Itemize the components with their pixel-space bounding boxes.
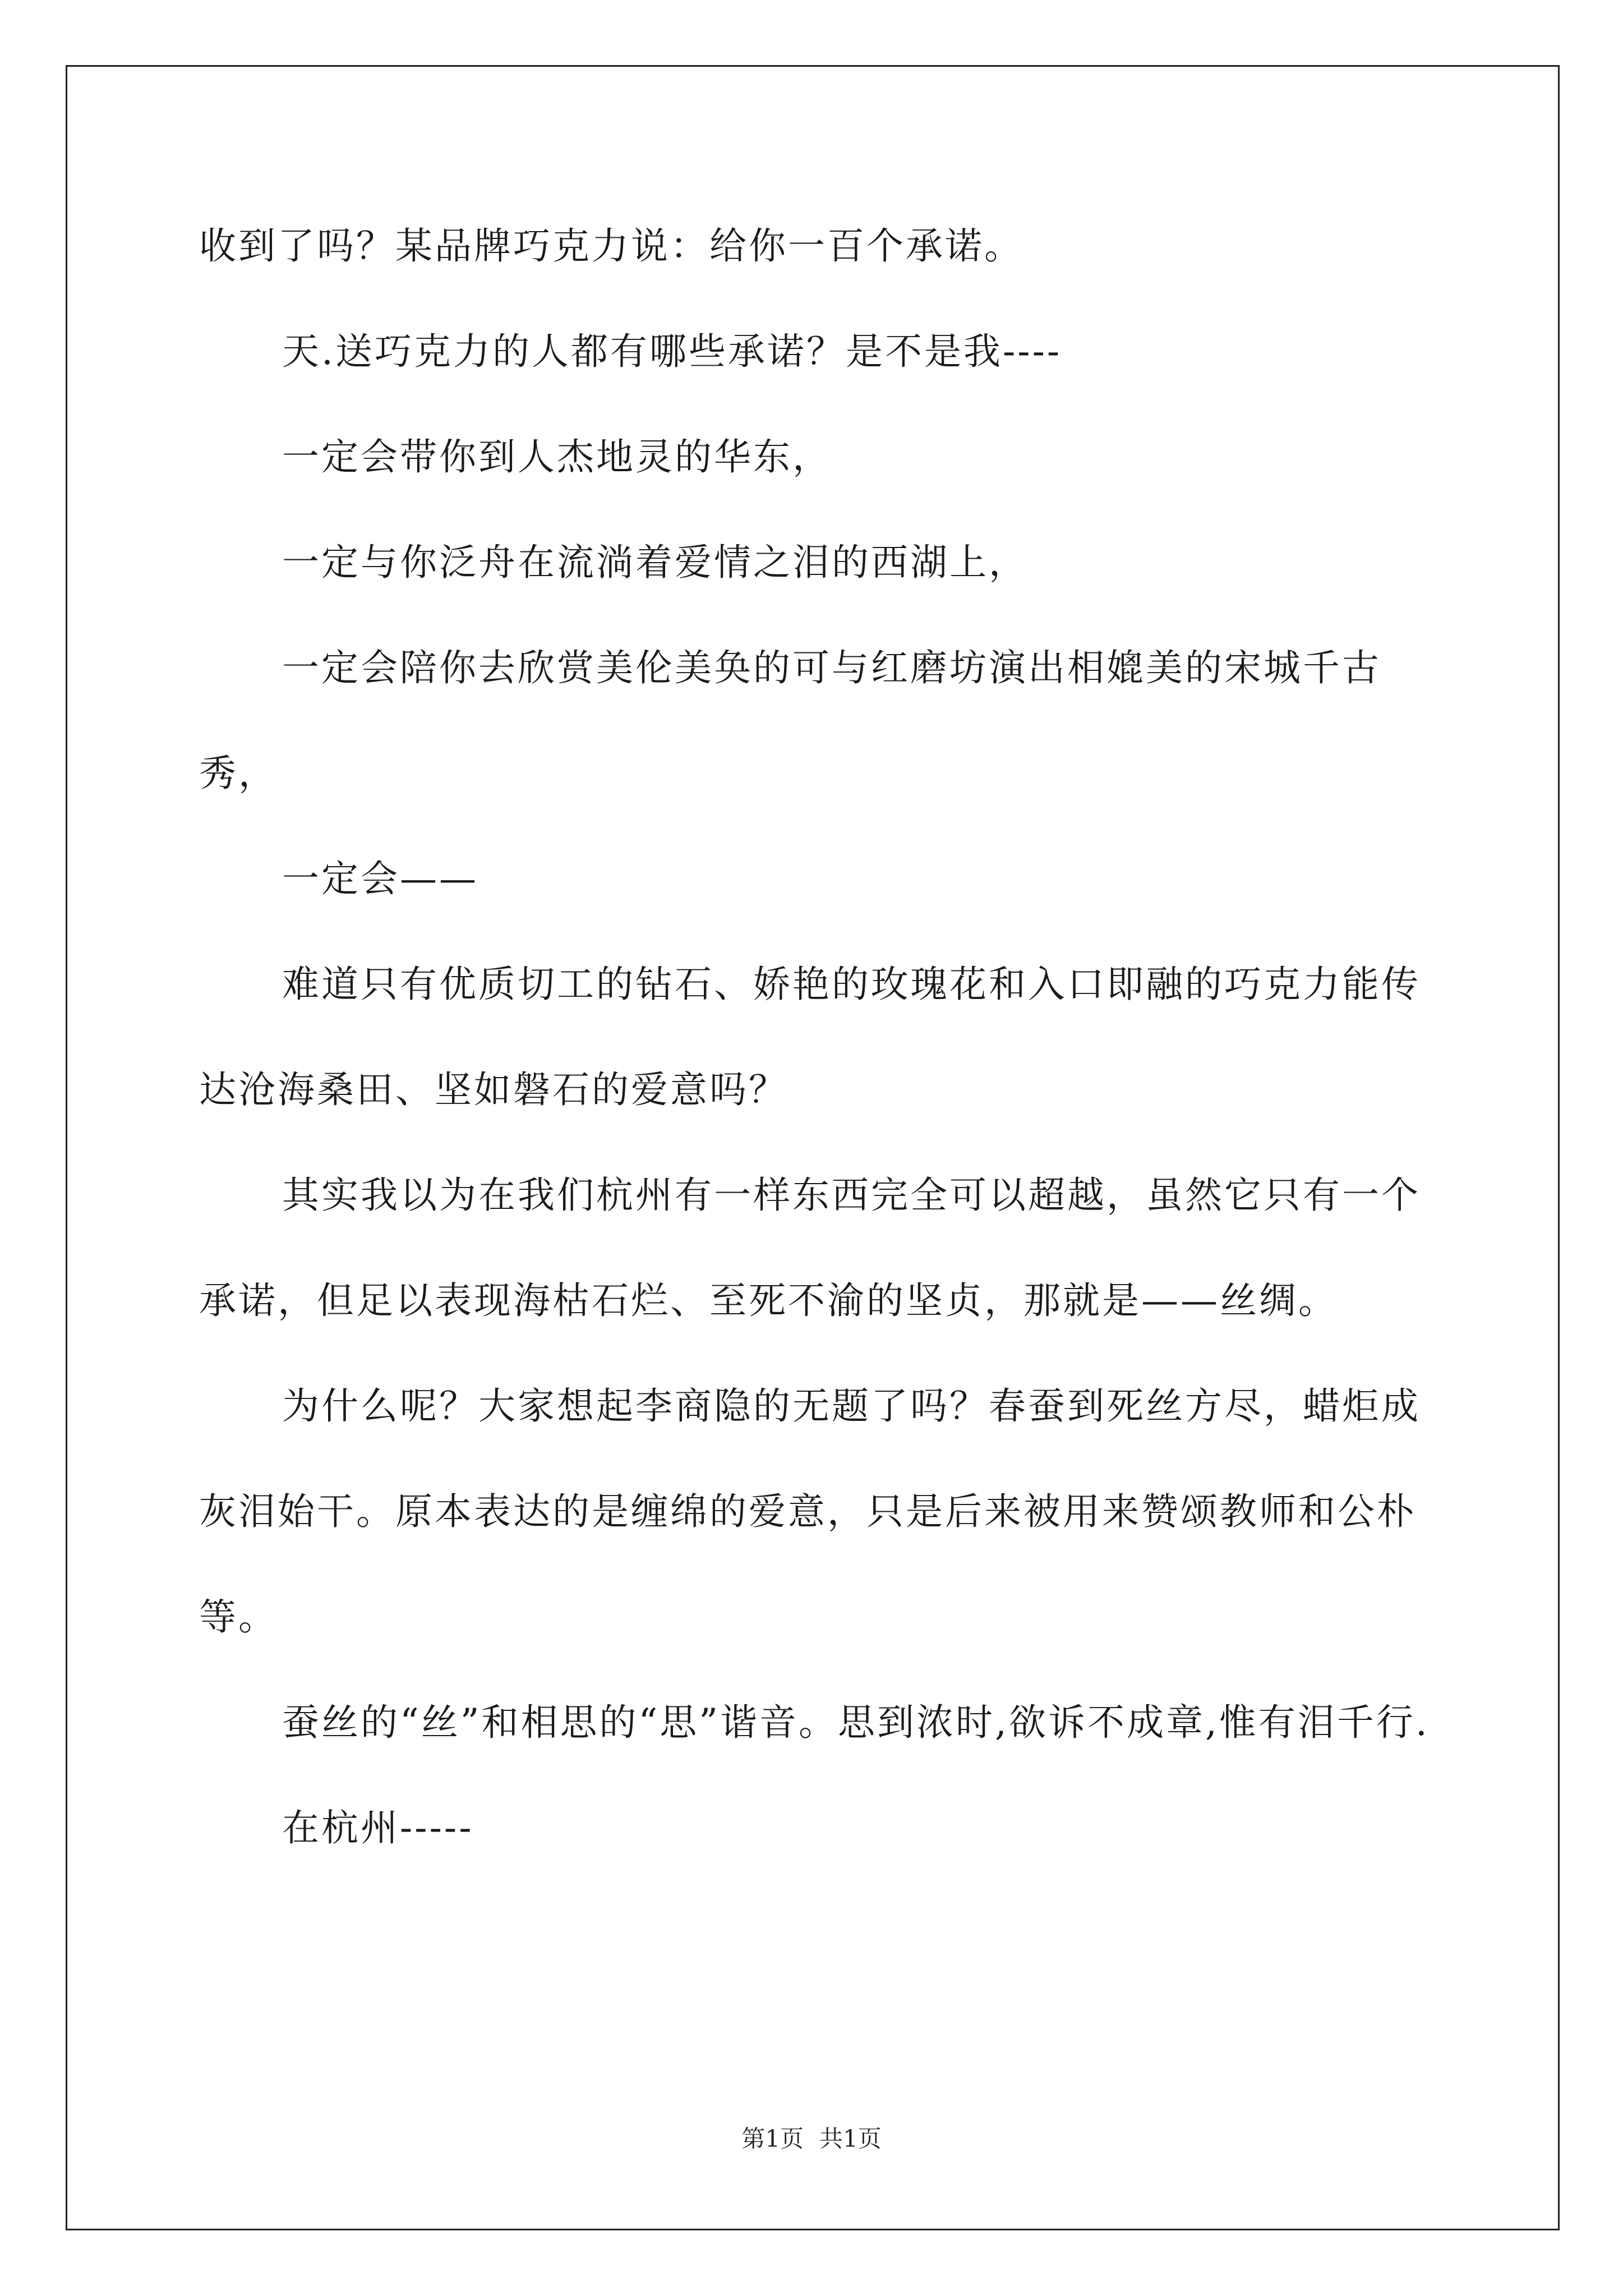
page-number: 第1页 — [741, 2125, 804, 2152]
document-body — [199, 194, 1433, 1881]
paragraph: 难道只有优质切工的钻石、娇艳的玫瑰花和入口即融的巧克力能传达沧海桑田、坚如磐石的爱意吗？ — [199, 963, 1421, 1111]
paragraph: 为什么呢？大家想起李商隐的无题了吗？春蚕到死丝方尽，蜡炬成灰泪始干。原本表达的是缠绵的爱意，只是后来被用来赞颂教师和公朴等。 — [199, 1384, 1421, 1639]
paragraph: 一定会—— — [282, 857, 478, 900]
paragraph: 蚕丝的“丝”和相思的“思”谐音。思到浓时,欲诉不成章,惟有泪千行. — [282, 1701, 1430, 1744]
paragraph: 天.送巧克力的人都有哪些承诺？是不是我---- — [282, 330, 1062, 373]
paragraph: 一定与你泛舟在流淌着爱情之泪的西湖上， — [282, 541, 1028, 584]
paragraph: 其实我以为在我们杭州有一样东西完全可以超越，虽然它只有一个承诺，但足以表现海枯石烂、至死不渝的坚贞，那就是——丝绸。 — [199, 1174, 1421, 1322]
paragraph: 收到了吗？某品牌巧克力说：给你一百个承诺。 — [199, 224, 1023, 268]
paragraph: 一定会陪你去欣赏美伦美奂的可与红磨坊演出相媲美的宋城千古秀， — [199, 646, 1381, 795]
paragraph: 在杭州----- — [282, 1806, 474, 1849]
paragraph: 一定会带你到人杰地灵的华东， — [282, 435, 832, 478]
page-footer — [0, 2120, 1623, 2154]
page-total: 共1页 — [819, 2125, 882, 2152]
